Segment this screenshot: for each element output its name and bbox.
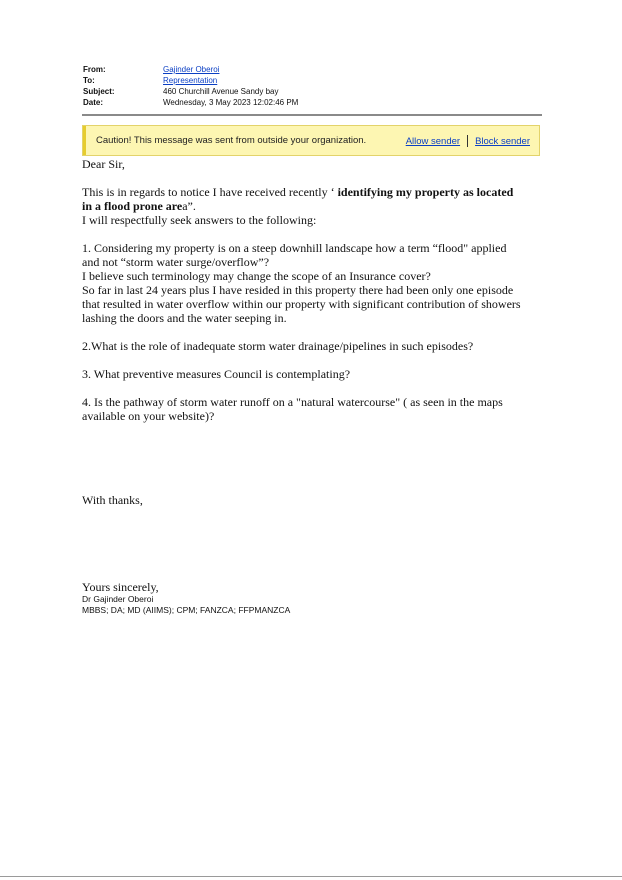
email-header bbox=[83, 64, 543, 108]
intro-line-2: I will respectfully seek answers to the following: bbox=[82, 213, 317, 227]
signature-name: Dr Gajinder Oberoi bbox=[82, 594, 154, 604]
banner-accent-bar bbox=[83, 126, 86, 155]
intro-end: a”. bbox=[182, 199, 196, 213]
question-1-line-3: I believe such terminology may change the scope of an Insurance cover? bbox=[82, 269, 431, 283]
block-sender-link[interactable]: Block sender bbox=[475, 135, 530, 147]
page-bottom-edge bbox=[0, 876, 622, 877]
date-label: Date: bbox=[83, 98, 104, 107]
question-1-line-6: lashing the doors and the water seeping in. bbox=[82, 311, 287, 325]
banner-actions bbox=[406, 135, 530, 147]
intro-bold-2: in a flood prone are bbox=[82, 199, 183, 213]
question-1-line-2: and not “storm water surge/overflow”? bbox=[82, 255, 270, 269]
from-link[interactable]: Gajinder Oberoi bbox=[163, 65, 220, 74]
intro-bold-1: identifying my property as located bbox=[337, 185, 514, 199]
external-sender-banner bbox=[82, 125, 540, 156]
to-row bbox=[83, 75, 543, 86]
question-3: 3. What preventive measures Council is contemplating? bbox=[82, 367, 351, 381]
from-row bbox=[83, 64, 543, 75]
subject-row bbox=[83, 86, 543, 97]
allow-sender-link[interactable]: Allow sender bbox=[405, 135, 461, 147]
to-link[interactable]: Representation bbox=[163, 76, 218, 85]
question-2: 2.What is the role of inadequate storm water drainage/pipelines in such episodes? bbox=[82, 339, 474, 353]
question-1-line-4: So far in last 24 years plus I have resided in this property there had been only one episode bbox=[82, 283, 514, 297]
subject-label: Subject: bbox=[83, 87, 115, 96]
caution-text: Caution! This message was sent from outside your organization. bbox=[96, 135, 367, 146]
intro-paragraph bbox=[82, 185, 544, 213]
thanks-line: With thanks, bbox=[82, 493, 143, 507]
question-4-line-2: available on your website)? bbox=[82, 409, 215, 423]
intro-text: This is in regards to notice I have received recently ‘ bbox=[82, 185, 338, 199]
from-label: From: bbox=[83, 65, 106, 74]
banner-separator bbox=[467, 135, 468, 147]
date-row bbox=[83, 97, 543, 108]
question-1-line-5: that resulted in water overflow within our property with significant contribution of showers bbox=[82, 297, 521, 311]
to-label: To: bbox=[83, 76, 95, 85]
question-1-line-1: 1. Considering my property is on a steep downhill landscape how a term “flood" applied bbox=[82, 241, 507, 255]
signature-block bbox=[82, 580, 542, 616]
closing-line: Yours sincerely, bbox=[82, 580, 159, 594]
subject-value: 460 Churchill Avenue Sandy bay bbox=[163, 87, 279, 96]
date-value: Wednesday, 3 May 2023 12:02:46 PM bbox=[163, 98, 299, 107]
question-4-line-1: 4. Is the pathway of storm water runoff on a "natural watercourse" ( as seen in the maps bbox=[82, 395, 503, 409]
letter-body bbox=[82, 157, 544, 507]
greeting: Dear Sir, bbox=[82, 157, 125, 171]
signature-credentials: MBBS; DA; MD (AIIMS); CPM; FANZCA; FFPMANZCA bbox=[82, 605, 291, 615]
header-divider bbox=[82, 114, 542, 116]
